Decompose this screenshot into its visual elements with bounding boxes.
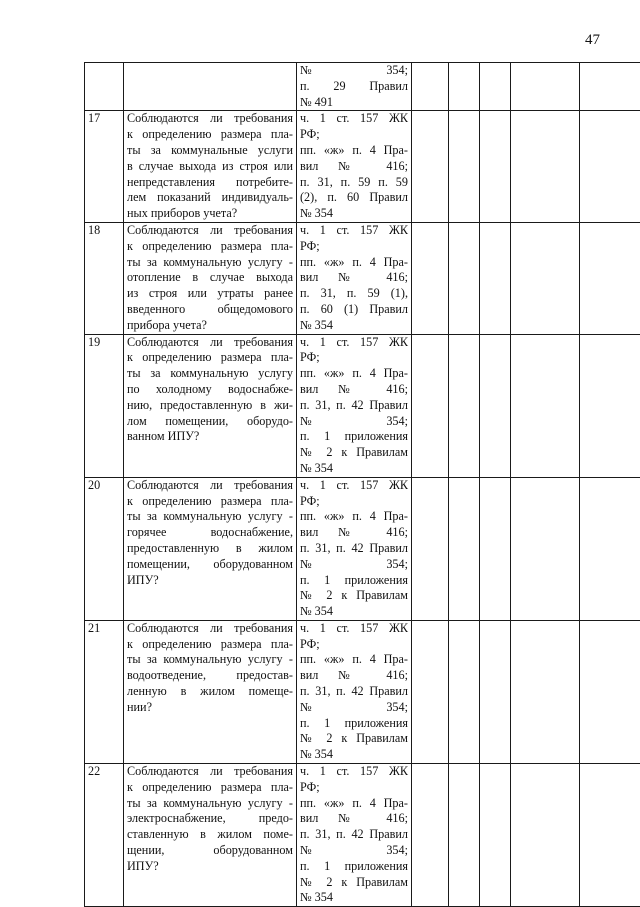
- reference-line: п. 29 Правил: [300, 79, 408, 95]
- answer-cell-4: [511, 620, 580, 763]
- answer-cell-2: [449, 334, 480, 477]
- question-line: к определению размера пла-: [127, 239, 293, 255]
- question-cell: [124, 764, 297, 907]
- answer-cell-3: [480, 764, 511, 907]
- question-line: Соблюдаются ли требования: [127, 478, 293, 494]
- question-line: ты за коммунальную услугу -: [127, 796, 293, 812]
- question-cell: [124, 222, 297, 334]
- table-row: [85, 477, 640, 620]
- reference-line: ч. 1 ст. 157 ЖК: [300, 621, 408, 637]
- legal-reference-cell: [297, 334, 412, 477]
- reference-line: № 2 к Правилам: [300, 875, 408, 891]
- reference-line: п. 31, п. 59 (1),: [300, 286, 408, 302]
- reference-line: пп. «ж» п. 4 Пра-: [300, 652, 408, 668]
- reference-line: вил № 416;: [300, 159, 408, 175]
- reference-line: п. 31, п. 42 Правил: [300, 541, 408, 557]
- reference-line: № 354;: [300, 63, 408, 79]
- reference-line: п. 31, п. 59 п. 59: [300, 175, 408, 191]
- reference-line: РФ;: [300, 494, 408, 510]
- answer-cell-1: [412, 334, 449, 477]
- reference-line: РФ;: [300, 780, 408, 796]
- reference-line: № 2 к Правилам: [300, 588, 408, 604]
- answer-cell-3: [480, 222, 511, 334]
- question-line: водоотведение, предостав-: [127, 668, 293, 684]
- question-line: ты за коммунальную услугу -: [127, 652, 293, 668]
- question-line: из строя или утраты ранее: [127, 286, 293, 302]
- answer-cell-3: [480, 63, 511, 111]
- reference-line: п. 1 приложения: [300, 716, 408, 732]
- reference-line: № 2 к Правилам: [300, 731, 408, 747]
- question-cell: [124, 334, 297, 477]
- answer-cell-5: [580, 334, 640, 477]
- row-number-cell: 22: [85, 764, 124, 907]
- answer-cell-4: [511, 764, 580, 907]
- question-line: Соблюдаются ли требования: [127, 764, 293, 780]
- reference-line: № 354;: [300, 843, 408, 859]
- checklist-table-body: [85, 63, 640, 907]
- answer-cell-5: [580, 477, 640, 620]
- reference-line: ч. 1 ст. 157 ЖК: [300, 478, 408, 494]
- reference-line: № 491: [300, 95, 408, 111]
- question-line: ных приборов учета?: [127, 206, 293, 222]
- answer-cell-1: [412, 222, 449, 334]
- checklist-table: [84, 62, 640, 907]
- question-line: отопление в случае выхода: [127, 270, 293, 286]
- question-cell: [124, 111, 297, 223]
- reference-line: РФ;: [300, 239, 408, 255]
- table-row: [85, 764, 640, 907]
- question-line: лом помещении, оборудо-: [127, 414, 293, 430]
- question-line: Соблюдаются ли требования: [127, 223, 293, 239]
- table-row: [85, 334, 640, 477]
- question-cell: [124, 620, 297, 763]
- question-line: ставленную в жилом поме-: [127, 827, 293, 843]
- answer-cell-2: [449, 620, 480, 763]
- reference-line: п. 1 приложения: [300, 573, 408, 589]
- table-row: [85, 620, 640, 763]
- reference-line: РФ;: [300, 127, 408, 143]
- reference-line: п. 31, п. 42 Правил: [300, 827, 408, 843]
- reference-line: № 354;: [300, 414, 408, 430]
- row-number-cell: 18: [85, 222, 124, 334]
- reference-line: (2), п. 60 Правил: [300, 190, 408, 206]
- question-line: ты за коммунальные услуги: [127, 143, 293, 159]
- question-line: нию, предоставленную в жи-: [127, 398, 293, 414]
- reference-line: п. 31, п. 42 Правил: [300, 398, 408, 414]
- row-number-cell: 19: [85, 334, 124, 477]
- reference-line: вил № 416;: [300, 270, 408, 286]
- question-line: ты за коммунальную услугу: [127, 366, 293, 382]
- answer-cell-5: [580, 111, 640, 223]
- reference-line: № 354;: [300, 700, 408, 716]
- table-row: [85, 63, 640, 111]
- question-line: к определению размера пла-: [127, 494, 293, 510]
- answer-cell-3: [480, 620, 511, 763]
- question-line: к определению размера пла-: [127, 127, 293, 143]
- answer-cell-1: [412, 477, 449, 620]
- legal-reference-cell: [297, 63, 412, 111]
- reference-line: п. 1 приложения: [300, 859, 408, 875]
- reference-line: № 354: [300, 206, 408, 222]
- question-line: ты за коммунальную услугу -: [127, 509, 293, 525]
- question-line: помещении, оборудованном: [127, 557, 293, 573]
- reference-line: ч. 1 ст. 157 ЖК: [300, 111, 408, 127]
- answer-cell-2: [449, 63, 480, 111]
- reference-line: вил № 416;: [300, 668, 408, 684]
- answer-cell-5: [580, 222, 640, 334]
- table-row: [85, 222, 640, 334]
- row-number-cell: [85, 63, 124, 111]
- question-line: к определению размера пла-: [127, 350, 293, 366]
- answer-cell-1: [412, 111, 449, 223]
- reference-line: п. 31, п. 42 Правил: [300, 684, 408, 700]
- question-line: к определению размера пла-: [127, 780, 293, 796]
- reference-line: РФ;: [300, 350, 408, 366]
- reference-line: № 354: [300, 318, 408, 334]
- answer-cell-5: [580, 620, 640, 763]
- answer-cell-2: [449, 764, 480, 907]
- question-line: предоставленную в жилом: [127, 541, 293, 557]
- question-line: ванном ИПУ?: [127, 429, 293, 445]
- row-number-cell: 21: [85, 620, 124, 763]
- answer-cell-4: [511, 63, 580, 111]
- question-line: введенного общедомового: [127, 302, 293, 318]
- question-line: в случае выхода из строя или: [127, 159, 293, 175]
- row-number-cell: 17: [85, 111, 124, 223]
- legal-reference-cell: [297, 222, 412, 334]
- reference-line: вил № 416;: [300, 382, 408, 398]
- reference-line: № 354: [300, 604, 408, 620]
- reference-line: п. 1 приложения: [300, 429, 408, 445]
- answer-cell-2: [449, 477, 480, 620]
- question-line: щении, оборудованном: [127, 843, 293, 859]
- answer-cell-3: [480, 334, 511, 477]
- reference-line: пп. «ж» п. 4 Пра-: [300, 143, 408, 159]
- answer-cell-5: [580, 764, 640, 907]
- reference-line: пп. «ж» п. 4 Пра-: [300, 366, 408, 382]
- reference-line: № 354: [300, 461, 408, 477]
- question-line: ленную в жилом помеще-: [127, 684, 293, 700]
- reference-line: РФ;: [300, 637, 408, 653]
- reference-line: пп. «ж» п. 4 Пра-: [300, 509, 408, 525]
- reference-line: ч. 1 ст. 157 ЖК: [300, 223, 408, 239]
- answer-cell-4: [511, 334, 580, 477]
- question-line: Соблюдаются ли требования: [127, 621, 293, 637]
- reference-line: п. 60 (1) Правил: [300, 302, 408, 318]
- table-row: [85, 111, 640, 223]
- question-line: ты за коммунальную услугу -: [127, 255, 293, 271]
- reference-line: вил № 416;: [300, 525, 408, 541]
- question-line: ИПУ?: [127, 573, 293, 589]
- reference-line: № 354;: [300, 557, 408, 573]
- row-number-cell: 20: [85, 477, 124, 620]
- question-line: горячее водоснабжение,: [127, 525, 293, 541]
- reference-line: ч. 1 ст. 157 ЖК: [300, 764, 408, 780]
- legal-reference-cell: [297, 764, 412, 907]
- answer-cell-1: [412, 63, 449, 111]
- answer-cell-4: [511, 477, 580, 620]
- answer-cell-2: [449, 111, 480, 223]
- answer-cell-5: [580, 63, 640, 111]
- legal-reference-cell: [297, 620, 412, 763]
- question-line: ИПУ?: [127, 859, 293, 875]
- question-line: Соблюдаются ли требования: [127, 335, 293, 351]
- question-line: к определению размера пла-: [127, 637, 293, 653]
- reference-line: пп. «ж» п. 4 Пра-: [300, 255, 408, 271]
- answer-cell-3: [480, 477, 511, 620]
- question-cell: [124, 477, 297, 620]
- answer-cell-1: [412, 620, 449, 763]
- legal-reference-cell: [297, 477, 412, 620]
- answer-cell-3: [480, 111, 511, 223]
- reference-line: № 354: [300, 747, 408, 763]
- question-line: прибора учета?: [127, 318, 293, 334]
- answer-cell-1: [412, 764, 449, 907]
- reference-line: № 354: [300, 890, 408, 906]
- answer-cell-4: [511, 222, 580, 334]
- reference-line: № 2 к Правилам: [300, 445, 408, 461]
- question-line: электроснабжение, предо-: [127, 811, 293, 827]
- question-line: нии?: [127, 700, 293, 716]
- page-number: 47: [585, 32, 600, 49]
- answer-cell-2: [449, 222, 480, 334]
- reference-line: пп. «ж» п. 4 Пра-: [300, 796, 408, 812]
- question-cell: [124, 63, 297, 111]
- reference-line: ч. 1 ст. 157 ЖК: [300, 335, 408, 351]
- question-line: Соблюдаются ли требования: [127, 111, 293, 127]
- question-line: непредставления потребите-: [127, 175, 293, 191]
- legal-reference-cell: [297, 111, 412, 223]
- answer-cell-4: [511, 111, 580, 223]
- question-line: лем показаний индивидуаль-: [127, 190, 293, 206]
- question-line: по холодному водоснабже-: [127, 382, 293, 398]
- reference-line: вил № 416;: [300, 811, 408, 827]
